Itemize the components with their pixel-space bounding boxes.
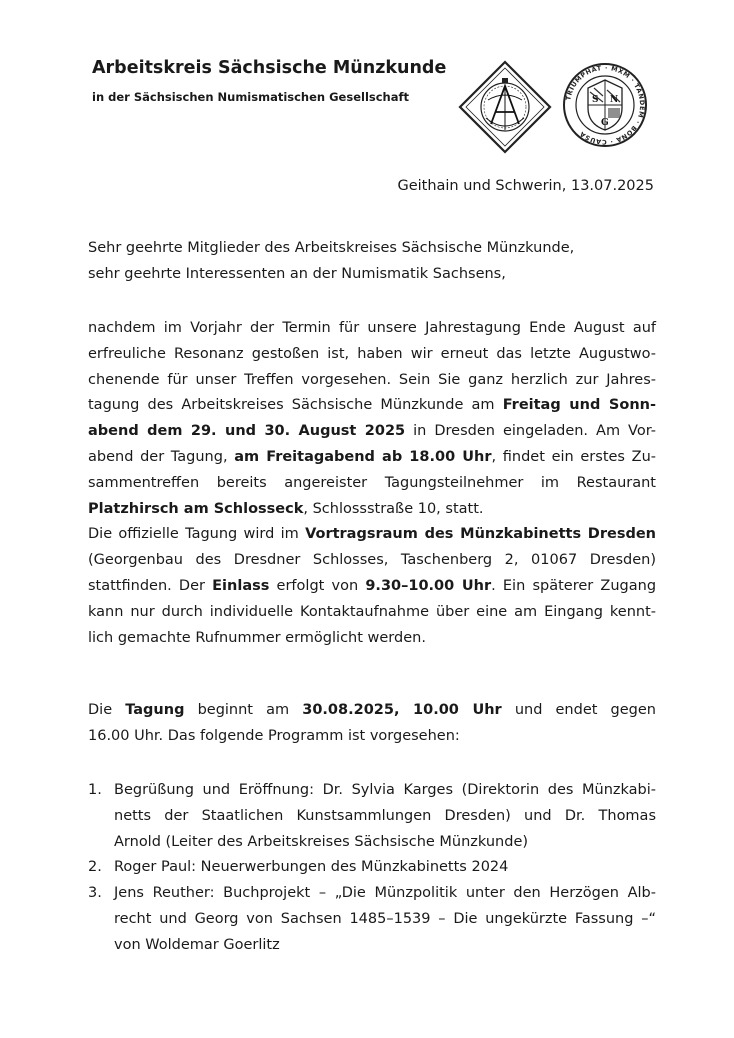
seal-ring-text: TRIUMPHAT · MXM · TANDEM · BONA · CAUSA [564,63,647,147]
body-line: Die Tagung beginnt am 30.08.2025, 10.00 Uhr und endet gegen [88,702,656,718]
body-line: tagung des Arbeitskreises Sächsische Münzkunde am Freitag und Sonn- [88,397,656,414]
body-line: (Georgenbau des Dresdner Schlosses, Taschenberg 2, 01067 Dresden) [88,552,656,569]
seal-letter-g: G [601,118,609,128]
date-highlight: abend dem 29. und 30. August 2025 [88,423,406,440]
body-line: sammentreffen bereits angereister Tagungsteilnehmer im Restaurant [88,474,656,491]
program-item: 1. Begrüßung und Eröffnung: Dr. Sylvia Karges (Direktorin des Münzkabi- netts der Staatlichen Kunstsammlungen Dresden) und Dr. Thomas Arnold (Leiter des Arbeitskreises Sächsische Münzkunde) [88,782,656,850]
evening-time-highlight: am Freitagabend ab 18.00 Uhr [234,448,492,465]
schedule-paragraph [88,698,656,750]
body-line: abend dem 29. und 30. August 2025 in Dresden eingeladen. Am Vor- [88,423,656,440]
body-line: Die offizielle Tagung wird im Vortragsraum des Münzkabinetts Dresden [88,526,656,543]
organization-subtitle: in der Sächsischen Numismatischen Gesellschaft [92,90,409,104]
arbeitskreis-emblem-logo [458,60,552,154]
seal-letter-s: S [592,95,599,105]
body-line: kann nur durch individuelle Kontaktaufnahme über eine am Eingang kennt- [88,603,656,620]
date-highlight: Freitag und Sonn- [502,397,656,414]
body-line: nachdem im Vorjahr der Termin für unsere Jahrestagung Ende August auf [88,320,656,336]
salutation-line: sehr geehrte Interessenten an der Numismatik Sachsens, [88,265,506,282]
place-and-date: Geithain und Schwerin, 13.07.2025 [397,178,654,194]
body-line: 16.00 Uhr. Das folgende Programm ist vorgesehen: [88,727,460,744]
program-list [88,778,656,959]
program-item: 3. Jens Reuther: Buchprojekt – „Die Münzpolitik unter den Herzögen Alb- recht und Georg von Sachsen 1485–1539 – Die ungekürzte Fassung –“ von Woldemar Goerlitz [88,885,656,953]
body-line: abend der Tagung, am Freitagabend ab 18.00 Uhr, findet ein erstes Zu- [88,448,656,465]
salutation [88,236,656,288]
body-line: erfreuliche Resonanz gestoßen ist, haben wir erneut das letzte Augustwo- [88,345,656,362]
venue-highlight: Vortragsraum des Münzkabinetts Dresden [305,526,656,543]
entry-time-highlight: 9.30–10.00 Uhr [365,577,492,594]
body-line: lich gemachte Rufnummer ermöglicht werden. [88,629,426,646]
restaurant-highlight: Platzhirsch am Schlosseck [88,500,304,517]
seal-letter-n: N [610,95,619,105]
body-line: Platzhirsch am Schlosseck, Schlossstraße 10, statt. [88,500,484,517]
body-line: stattfinden. Der Einlass erfolgt von 9.30–10.00 Uhr. Ein späterer Zugang [88,577,657,594]
entry-highlight: Einlass [212,577,270,594]
invitation-paragraph [88,316,656,651]
sng-seal-logo [562,62,648,148]
program-item: 2. Roger Paul: Neuerwerbungen des Münzkabinetts 2024 [88,859,509,876]
start-time-highlight: 30.08.2025, 10.00 Uhr [302,702,502,718]
body-line: chenende für unser Treffen vorgesehen. Sein Sie ganz herzlich zur Jahres- [88,371,656,388]
salutation-line: Sehr geehrte Mitglieder des Arbeitskreises Sächsische Münzkunde, [88,240,575,256]
organization-title: Arbeitskreis Sächsische Münzkunde [92,58,447,78]
